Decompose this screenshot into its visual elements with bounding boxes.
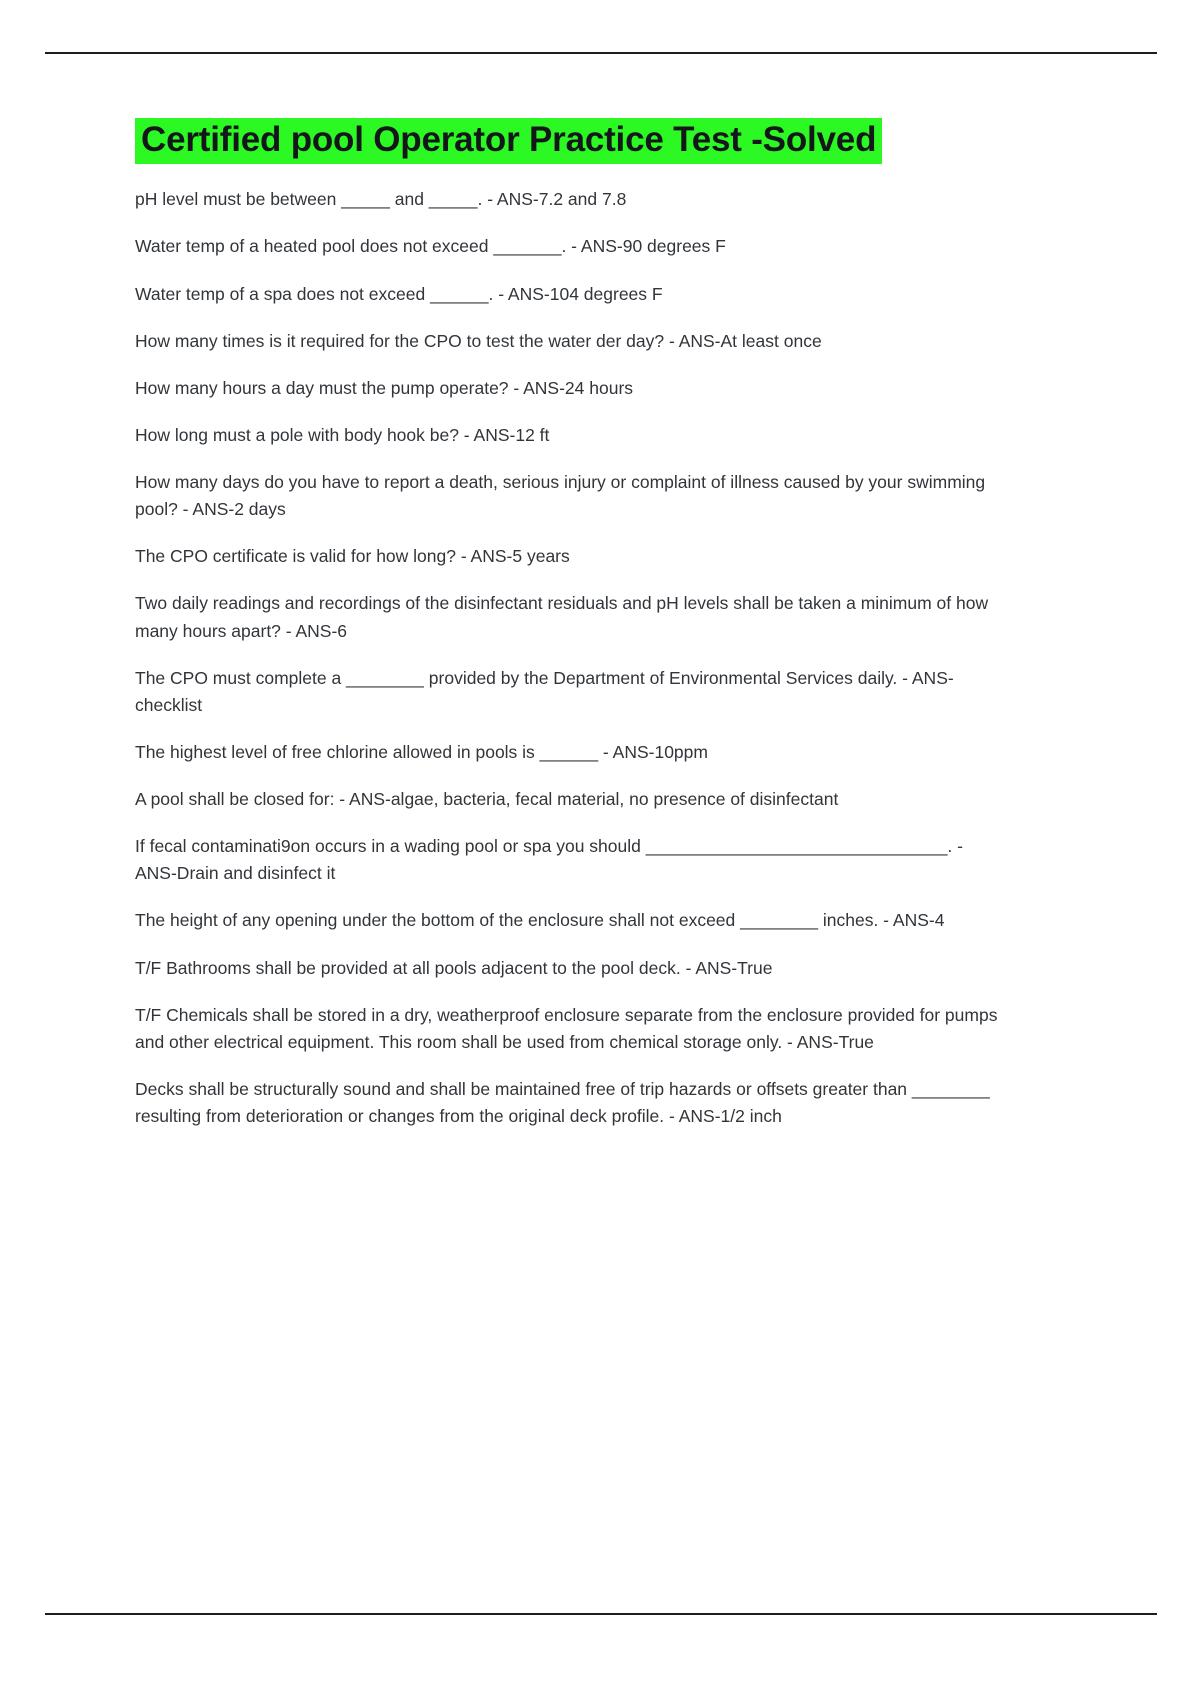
qa-item-pump-hours: How many hours a day must the pump operate? - ANS-24 hours	[135, 377, 634, 398]
qa-item-report-days: How many days do you have to report a death, serious injury or complaint of illness caused by your swimming pool? - ANS-2 days	[135, 472, 986, 520]
page-title-highlight	[135, 118, 882, 164]
footer-divider	[45, 1613, 1157, 1615]
qa-item-fecal-contamination: If fecal contaminati9on occurs in a wading pool or spa you should _______________________________. - ANS-Drain and disinfect it	[135, 836, 963, 884]
qa-item-enclosure-opening-height: The height of any opening under the bottom of the enclosure shall not exceed ________ inches. - ANS-4	[135, 910, 945, 931]
qa-item-pool-closure: A pool shall be closed for: - ANS-algae, bacteria, fecal material, no presence of disinfectant	[135, 789, 839, 809]
qa-item-ph-level: pH level must be between _____ and _____. - ANS-7.2 and 7.8	[135, 189, 627, 210]
qa-item-bathrooms: T/F Bathrooms shall be provided at all pools adjacent to the pool deck. - ANS-True	[135, 957, 773, 978]
header-divider	[45, 52, 1157, 54]
document-body	[135, 118, 1007, 1130]
qa-item-certificate-validity: The CPO certificate is valid for how long? - ANS-5 years	[135, 546, 570, 567]
qa-item-cpo-test-frequency: How many times is it required for the CPO to test the water der day? - ANS-At least once	[135, 330, 822, 351]
qa-item-daily-readings: Two daily readings and recordings of the disinfectant residuals and pH levels shall be taken a minimum of how many hours apart? - ANS-6	[135, 593, 989, 641]
qa-item-heated-pool-temp: Water temp of a heated pool does not exceed _______. - ANS-90 degrees F	[135, 236, 726, 257]
qa-item-spa-temp: Water temp of a spa does not exceed ______. - ANS-104 degrees F	[135, 283, 663, 304]
qa-item-chemical-storage: T/F Chemicals shall be stored in a dry, weatherproof enclosure separate from the enclosure provided for pumps and other electrical equipment. This room shall be used from chemical storage only. - ANS-True	[135, 1004, 998, 1052]
qa-item-checklist: The CPO must complete a ________ provided by the Department of Environmental Services daily. - ANS-checklist	[135, 667, 954, 715]
qa-item-deck-trip-hazards: Decks shall be structurally sound and shall be maintained free of trip hazards or offsets greater than ________ resulting from deterioration or changes from the original deck profile. - ANS-1/2 inch	[135, 1078, 990, 1126]
qa-item-free-chlorine-max: The highest level of free chlorine allowed in pools is ______ - ANS-10ppm	[135, 741, 708, 762]
qa-item-body-hook-pole: How long must a pole with body hook be? - ANS-12 ft	[135, 424, 550, 445]
page-title: Certified pool Operator Practice Test -Solved	[141, 120, 877, 159]
